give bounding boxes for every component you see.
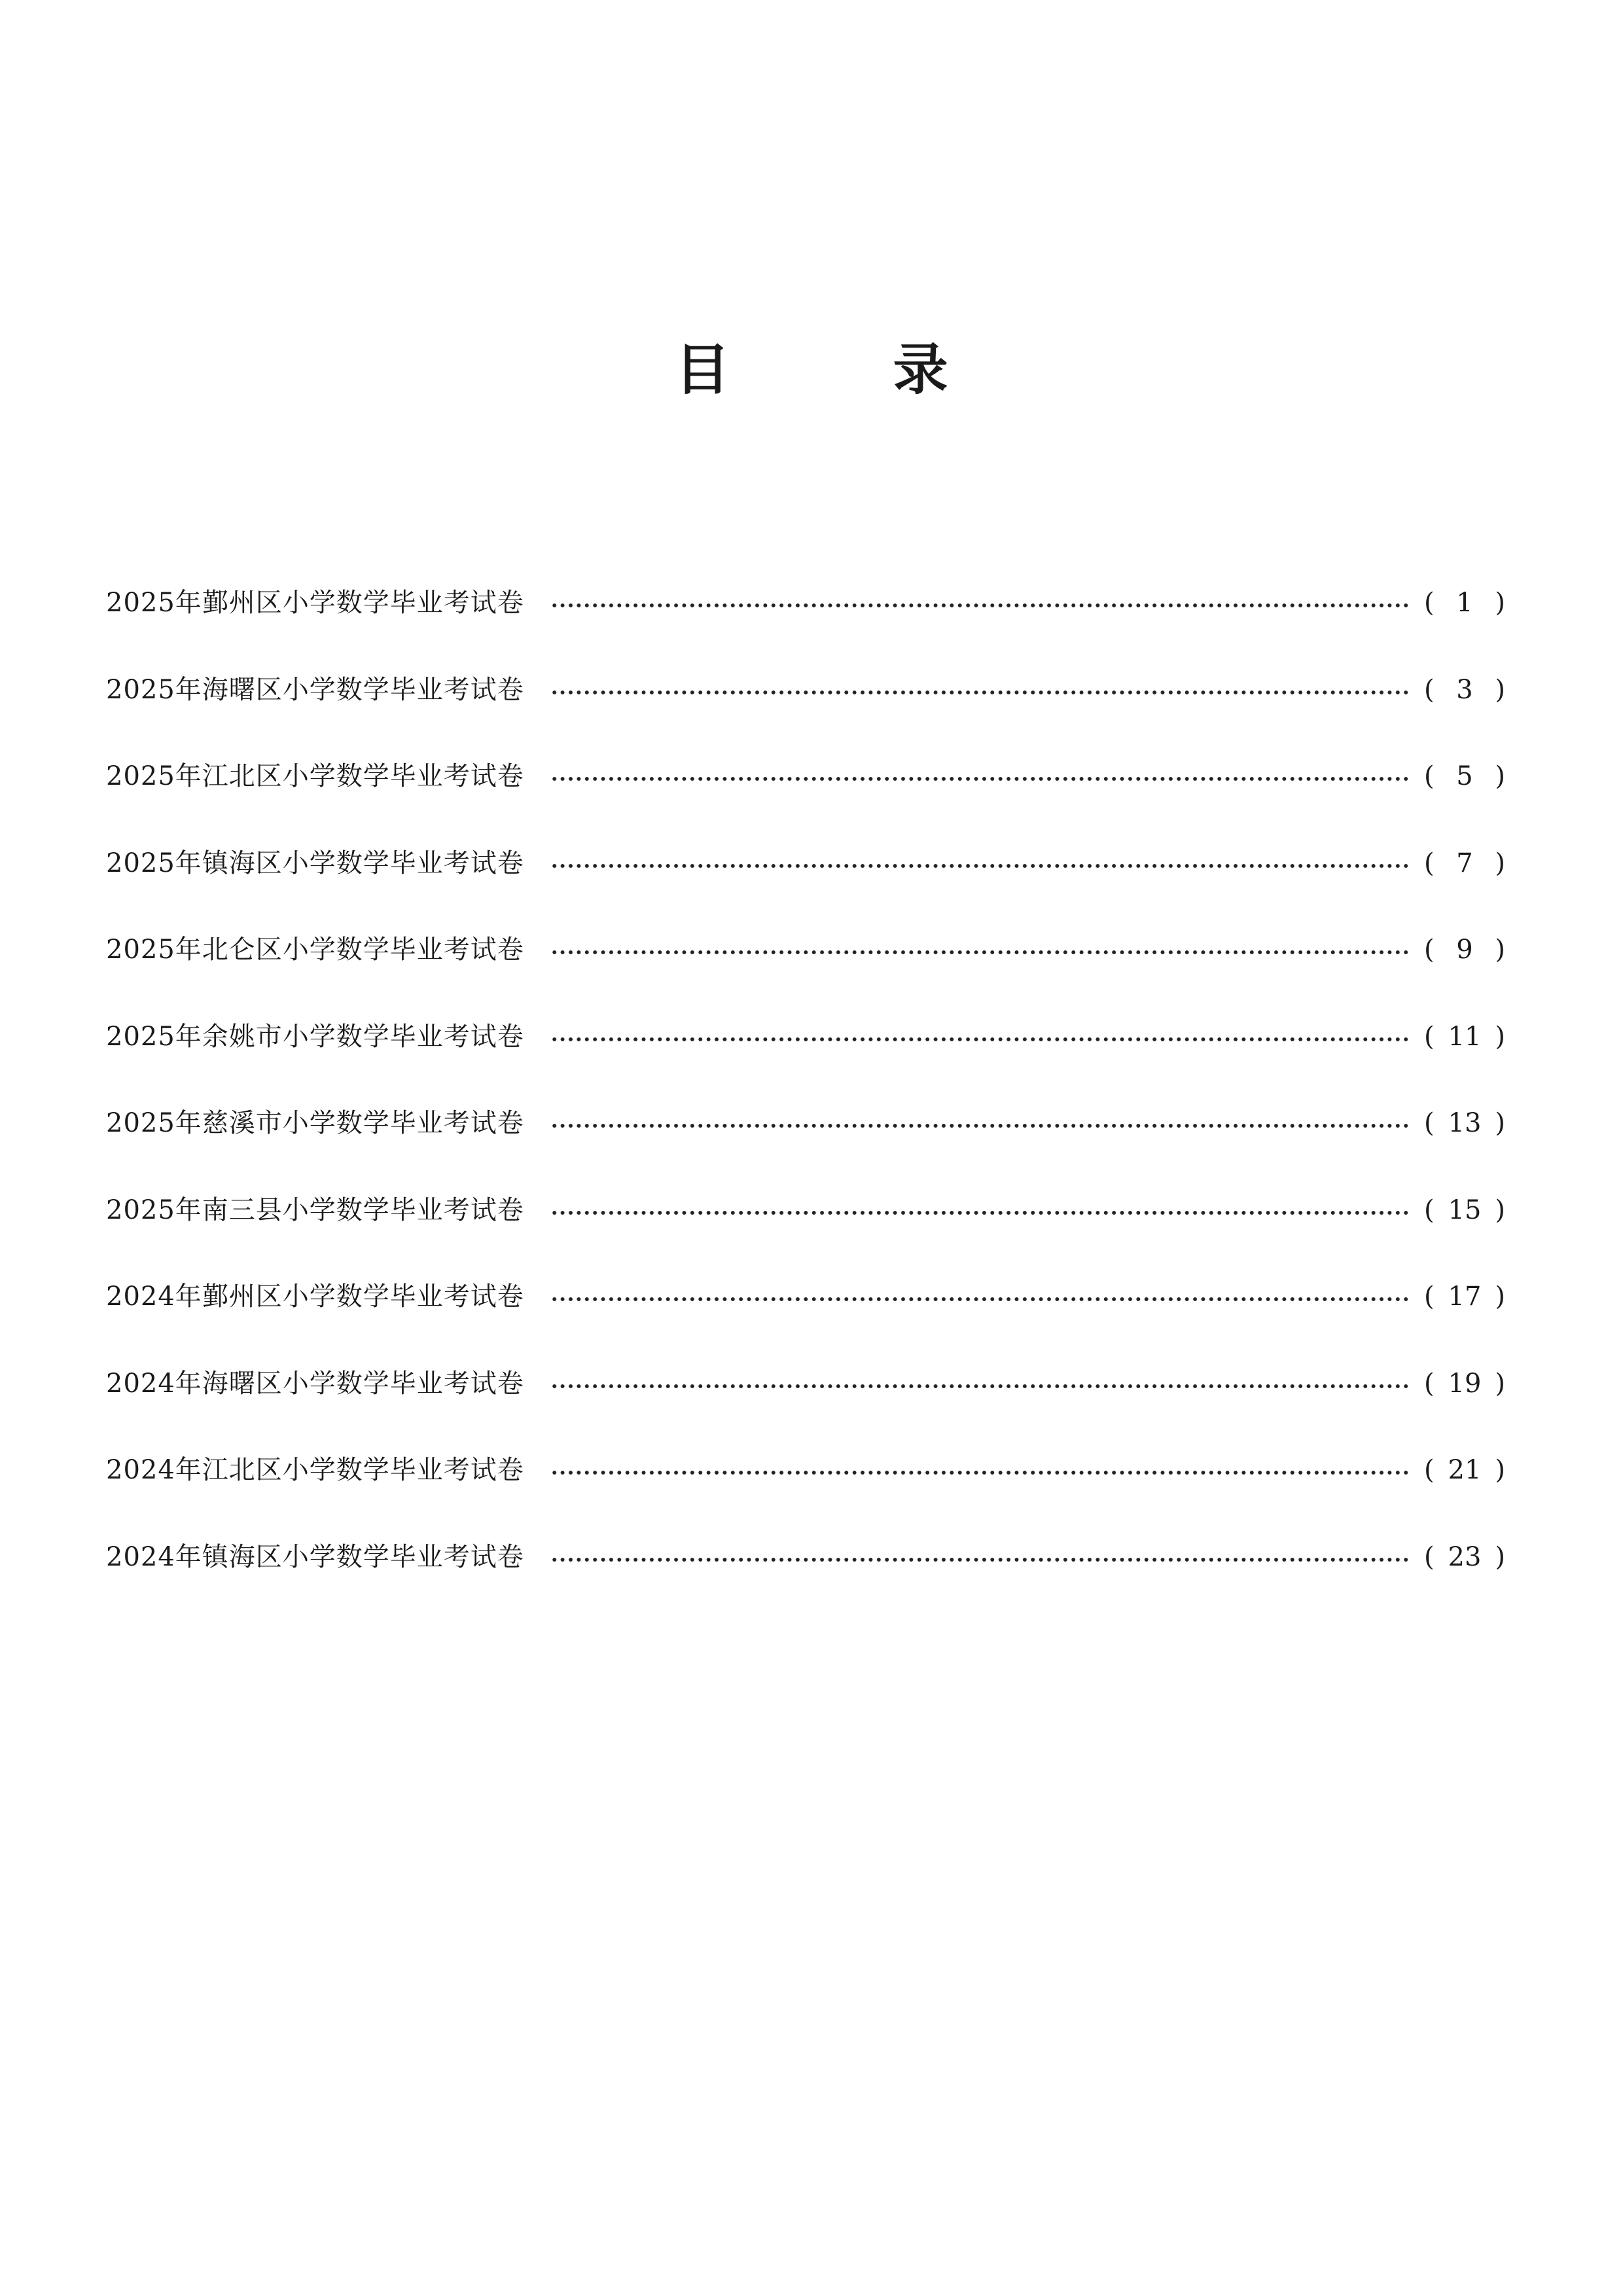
dot-leader <box>550 1124 1408 1128</box>
dot-leader <box>550 1037 1408 1041</box>
page-title: 目 录 <box>675 337 1020 402</box>
toc-entry-page: ( 17 ) <box>1424 1277 1505 1316</box>
toc-entry[interactable] <box>106 994 1505 1081</box>
page-number: 3 <box>1456 674 1473 705</box>
toc-entry[interactable] <box>106 820 1505 907</box>
toc-entry[interactable] <box>106 647 1505 734</box>
toc-entry-page: ( 9 ) <box>1424 930 1505 969</box>
toc-entry-page: ( 19 ) <box>1424 1364 1505 1403</box>
page-number: 5 <box>1456 761 1473 792</box>
toc-entry[interactable] <box>106 1167 1505 1254</box>
toc-entry-title: 2025年南三县小学数学毕业考试卷 <box>106 1194 524 1225</box>
dot-leader <box>550 1471 1408 1475</box>
toc-entry-page: ( 5 ) <box>1424 757 1505 796</box>
toc-entry-title: 2024年江北区小学数学毕业考试卷 <box>106 1455 524 1486</box>
page-number: 9 <box>1456 935 1473 965</box>
toc-entry-title: 2025年镇海区小学数学毕业考试卷 <box>106 848 524 878</box>
dot-leader <box>550 864 1408 868</box>
toc-entry-page: ( 23 ) <box>1424 1537 1505 1577</box>
toc-entry-title: 2025年北仑区小学数学毕业考试卷 <box>106 935 524 965</box>
dot-leader <box>550 691 1408 694</box>
toc-entry[interactable] <box>106 1427 1505 1514</box>
dot-leader <box>550 777 1408 781</box>
toc-entry-title: 2025年鄞州区小学数学毕业考试卷 <box>106 588 524 619</box>
dot-leader <box>550 603 1408 607</box>
toc-entry[interactable] <box>106 1514 1505 1601</box>
toc-entry-title: 2024年鄞州区小学数学毕业考试卷 <box>106 1282 524 1312</box>
toc-entry[interactable] <box>106 1080 1505 1167</box>
toc-entry-page: ( 3 ) <box>1424 670 1505 709</box>
dot-leader <box>550 1558 1408 1562</box>
dot-leader <box>550 950 1408 954</box>
page-number: 13 <box>1448 1108 1482 1139</box>
toc-entry-page: ( 13 ) <box>1424 1103 1505 1143</box>
toc-entry-page: ( 7 ) <box>1424 844 1505 883</box>
toc-entry[interactable] <box>106 906 1505 994</box>
toc-entry[interactable] <box>106 1253 1505 1340</box>
toc-entry[interactable] <box>106 560 1505 647</box>
page-number: 21 <box>1448 1455 1482 1486</box>
dot-leader <box>550 1297 1408 1301</box>
toc-entry-page: ( 15 ) <box>1424 1191 1505 1230</box>
toc-entry-title: 2024年海曙区小学数学毕业考试卷 <box>106 1368 524 1399</box>
toc-entry-page: ( 1 ) <box>1424 583 1505 622</box>
page-number: 15 <box>1448 1194 1482 1225</box>
toc-entry-title: 2025年慈溪市小学数学毕业考试卷 <box>106 1108 524 1139</box>
dot-leader <box>550 1211 1408 1215</box>
table-of-contents <box>106 560 1505 1600</box>
dot-leader <box>550 1384 1408 1388</box>
page-number: 19 <box>1448 1368 1482 1399</box>
toc-entry-title: 2025年海曙区小学数学毕业考试卷 <box>106 674 524 705</box>
toc-entry-title: 2024年镇海区小学数学毕业考试卷 <box>106 1541 524 1572</box>
page-number: 23 <box>1448 1541 1482 1572</box>
toc-entry-title: 2025年余姚市小学数学毕业考试卷 <box>106 1021 524 1052</box>
toc-entry[interactable] <box>106 733 1505 820</box>
toc-entry-title: 2025年江北区小学数学毕业考试卷 <box>106 761 524 792</box>
page-number: 1 <box>1456 588 1473 619</box>
page-number: 7 <box>1456 848 1473 878</box>
toc-entry[interactable] <box>106 1340 1505 1427</box>
toc-entry-page: ( 11 ) <box>1424 1017 1505 1056</box>
page-number: 17 <box>1448 1282 1482 1312</box>
toc-entry-page: ( 21 ) <box>1424 1450 1505 1490</box>
page-number: 11 <box>1448 1021 1482 1052</box>
